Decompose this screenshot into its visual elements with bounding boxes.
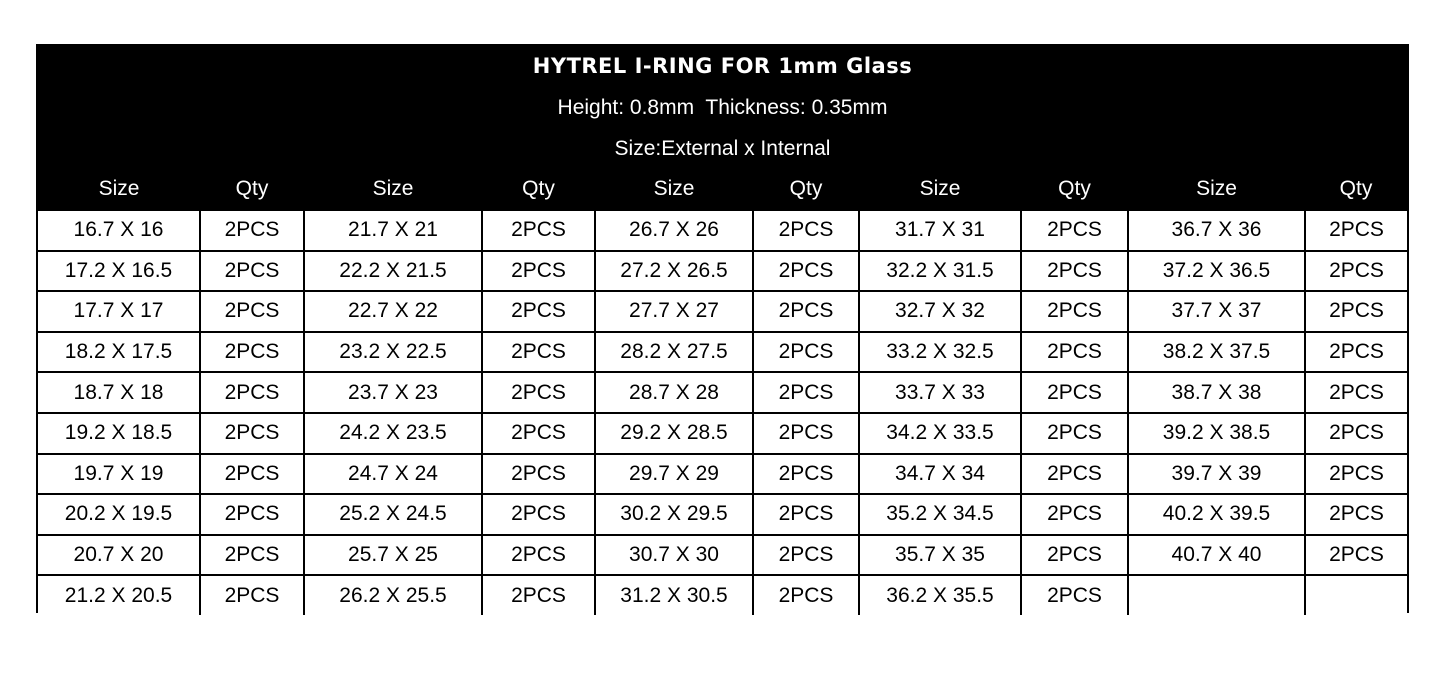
qty-cell: 2PCS	[200, 291, 304, 332]
qty-column-header: Qty	[482, 169, 595, 210]
size-column-header: Size	[859, 169, 1021, 210]
size-chart	[36, 44, 1409, 613]
size-cell: 17.7 X 17	[38, 291, 200, 332]
size-cell: 22.7 X 22	[304, 291, 482, 332]
size-cell: 17.2 X 16.5	[38, 251, 200, 292]
size-cell: 39.2 X 38.5	[1128, 413, 1305, 454]
size-note: Size:External x Internal	[614, 137, 831, 160]
size-cell: 29.7 X 29	[595, 454, 753, 495]
size-cell: 32.2 X 31.5	[859, 251, 1021, 292]
qty-cell: 2PCS	[1305, 454, 1407, 495]
table-row	[38, 413, 1407, 454]
qty-cell: 2PCS	[1305, 535, 1407, 576]
size-cell: 19.2 X 18.5	[38, 413, 200, 454]
size-cell: 18.2 X 17.5	[38, 332, 200, 373]
qty-cell: 2PCS	[482, 494, 595, 535]
size-cell: 35.2 X 34.5	[859, 494, 1021, 535]
chart-title: HYTREL I-RING FOR 1mm Glass	[532, 54, 913, 78]
size-cell: 37.2 X 36.5	[1128, 251, 1305, 292]
qty-cell: 2PCS	[1021, 372, 1128, 413]
qty-cell: 2PCS	[1021, 332, 1128, 373]
size-cell: 38.2 X 37.5	[1128, 332, 1305, 373]
qty-cell: 2PCS	[1305, 372, 1407, 413]
qty-cell: 2PCS	[482, 454, 595, 495]
size-column-header: Size	[595, 169, 753, 210]
table-row	[38, 454, 1407, 495]
size-cell: 31.2 X 30.5	[595, 575, 753, 615]
size-cell: 19.7 X 19	[38, 454, 200, 495]
size-cell: 30.7 X 30	[595, 535, 753, 576]
qty-cell: 2PCS	[753, 575, 859, 615]
qty-cell: 2PCS	[200, 372, 304, 413]
qty-cell: 2PCS	[482, 210, 595, 251]
size-cell: 22.2 X 21.5	[304, 251, 482, 292]
size-cell: 21.7 X 21	[304, 210, 482, 251]
qty-cell: 2PCS	[1021, 575, 1128, 615]
qty-cell: 2PCS	[1305, 494, 1407, 535]
qty-column-header: Qty	[753, 169, 859, 210]
size-cell: 31.7 X 31	[859, 210, 1021, 251]
qty-cell: 2PCS	[753, 210, 859, 251]
size-cell: 24.7 X 24	[304, 454, 482, 495]
size-cell: 34.7 X 34	[859, 454, 1021, 495]
qty-cell: 2PCS	[200, 494, 304, 535]
size-cell: 28.2 X 27.5	[595, 332, 753, 373]
size-cell: 25.2 X 24.5	[304, 494, 482, 535]
qty-cell: 2PCS	[1021, 413, 1128, 454]
size-cell: 29.2 X 28.5	[595, 413, 753, 454]
size-cell: 39.7 X 39	[1128, 454, 1305, 495]
size-table	[38, 169, 1407, 615]
qty-cell: 2PCS	[482, 535, 595, 576]
qty-cell: 2PCS	[753, 535, 859, 576]
size-column-header: Size	[1128, 169, 1305, 210]
size-cell: 37.7 X 37	[1128, 291, 1305, 332]
qty-cell: 2PCS	[1305, 251, 1407, 292]
size-cell: 35.7 X 35	[859, 535, 1021, 576]
size-cell: 34.2 X 33.5	[859, 413, 1021, 454]
qty-cell: 2PCS	[753, 291, 859, 332]
qty-cell: 2PCS	[753, 251, 859, 292]
qty-cell: 2PCS	[753, 454, 859, 495]
table-row	[38, 332, 1407, 373]
size-cell: 20.7 X 20	[38, 535, 200, 576]
size-cell: 20.2 X 19.5	[38, 494, 200, 535]
chart-subtitle: Height: 0.8mm Thickness: 0.35mm	[557, 96, 888, 119]
qty-cell: 2PCS	[482, 575, 595, 615]
qty-cell: 2PCS	[200, 413, 304, 454]
size-cell: 30.2 X 29.5	[595, 494, 753, 535]
qty-cell: 2PCS	[1021, 291, 1128, 332]
size-cell: 36.2 X 35.5	[859, 575, 1021, 615]
qty-cell: 2PCS	[753, 332, 859, 373]
size-column-header: Size	[304, 169, 482, 210]
qty-cell: 2PCS	[482, 413, 595, 454]
column-header-row	[38, 169, 1407, 210]
qty-cell: 2PCS	[200, 535, 304, 576]
qty-cell: 2PCS	[482, 372, 595, 413]
qty-cell: 2PCS	[1021, 535, 1128, 576]
qty-cell: 2PCS	[1305, 332, 1407, 373]
qty-cell: 2PCS	[1305, 413, 1407, 454]
qty-cell: 2PCS	[482, 291, 595, 332]
size-cell: 36.7 X 36	[1128, 210, 1305, 251]
size-cell: 21.2 X 20.5	[38, 575, 200, 615]
qty-cell: 2PCS	[1021, 251, 1128, 292]
size-cell: 38.7 X 38	[1128, 372, 1305, 413]
size-cell: 18.7 X 18	[38, 372, 200, 413]
size-column-header: Size	[38, 169, 200, 210]
qty-cell: 2PCS	[1305, 291, 1407, 332]
size-cell: 26.7 X 26	[595, 210, 753, 251]
qty-column-header: Qty	[1305, 169, 1407, 210]
qty-cell: 2PCS	[753, 413, 859, 454]
table-row	[38, 535, 1407, 576]
size-cell: 27.7 X 27	[595, 291, 753, 332]
size-cell: 23.7 X 23	[304, 372, 482, 413]
size-cell: 26.2 X 25.5	[304, 575, 482, 615]
size-cell: 40.2 X 39.5	[1128, 494, 1305, 535]
qty-cell: 2PCS	[1021, 494, 1128, 535]
qty-column-header: Qty	[200, 169, 304, 210]
table-row	[38, 575, 1407, 615]
qty-cell: 2PCS	[1021, 210, 1128, 251]
size-cell: 24.2 X 23.5	[304, 413, 482, 454]
qty-cell: 2PCS	[200, 454, 304, 495]
size-cell: 16.7 X 16	[38, 210, 200, 251]
table-row	[38, 494, 1407, 535]
qty-cell: 2PCS	[482, 332, 595, 373]
size-cell	[1128, 575, 1305, 615]
table-row	[38, 251, 1407, 292]
size-cell: 23.2 X 22.5	[304, 332, 482, 373]
table-row	[38, 372, 1407, 413]
size-cell: 33.7 X 33	[859, 372, 1021, 413]
size-cell: 33.2 X 32.5	[859, 332, 1021, 373]
qty-cell: 2PCS	[753, 372, 859, 413]
table-row	[38, 210, 1407, 251]
size-cell: 27.2 X 26.5	[595, 251, 753, 292]
qty-cell: 2PCS	[200, 251, 304, 292]
qty-cell: 2PCS	[1021, 454, 1128, 495]
size-cell: 28.7 X 28	[595, 372, 753, 413]
table-row	[38, 291, 1407, 332]
size-cell: 25.7 X 25	[304, 535, 482, 576]
table-body	[38, 210, 1407, 615]
qty-cell: 2PCS	[200, 575, 304, 615]
qty-cell: 2PCS	[200, 210, 304, 251]
qty-cell: 2PCS	[482, 251, 595, 292]
qty-cell	[1305, 575, 1407, 615]
qty-cell: 2PCS	[753, 494, 859, 535]
qty-column-header: Qty	[1021, 169, 1128, 210]
size-cell: 32.7 X 32	[859, 291, 1021, 332]
qty-cell: 2PCS	[200, 332, 304, 373]
size-cell: 40.7 X 40	[1128, 535, 1305, 576]
qty-cell: 2PCS	[1305, 210, 1407, 251]
